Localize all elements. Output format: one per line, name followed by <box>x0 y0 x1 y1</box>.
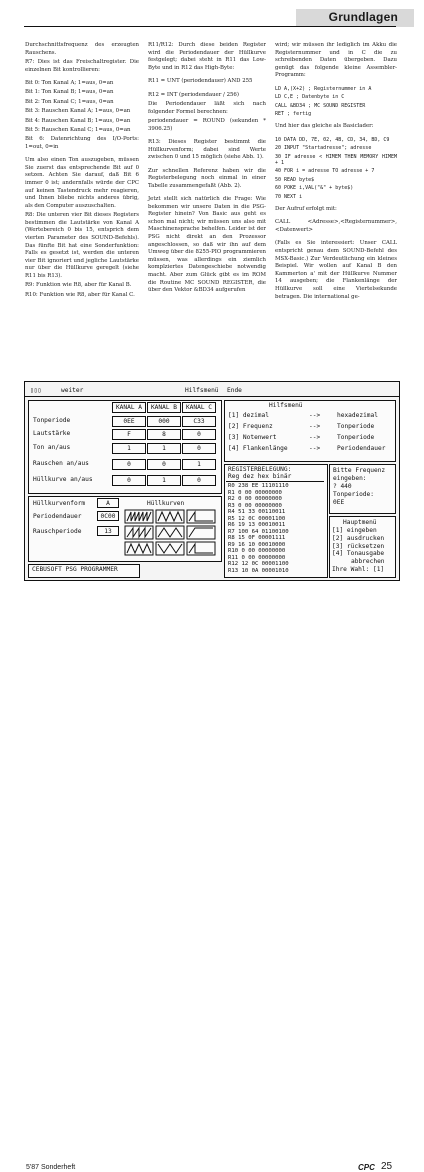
channel-value-cell[interactable]: 8 <box>147 429 181 440</box>
register-row: R1 0 00 00000000 <box>228 489 282 496</box>
main-menu-item[interactable]: [4] Tonausgabe <box>332 550 385 558</box>
header-rule <box>24 26 396 27</box>
paragraph: 40 FOR i = adresse TO adresse + 7 <box>275 168 375 175</box>
register-title: REGISTERBELEGUNG: <box>228 466 292 473</box>
channel-value-cell[interactable]: 0 <box>147 459 181 470</box>
channel-value-cell[interactable]: 0 <box>112 475 146 486</box>
paragraph: Bit 4: Rauschen Kanal B; 1=aus, 0=an <box>25 117 131 124</box>
prompt-line-1: Bitte Frequenz <box>333 467 386 474</box>
register-row: R6 19 13 00010011 <box>228 522 286 528</box>
main-menu-item[interactable]: [2] ausdrucken <box>332 534 385 542</box>
paragraph: 10 DATA DD, 7E, 02, 4B, CD, 34, BD, C9 <box>275 136 390 143</box>
help-menu-item-label: Periodendauer <box>337 445 386 452</box>
channel-value-cell[interactable]: 0 <box>112 459 146 470</box>
paragraph: Zur schnellen Referenz haben wir die Registerbelegung noch einmal in einer Tabelle zusammengefaßt (Abb. 2). <box>148 167 266 189</box>
main-menu-title: Hauptmenü <box>343 519 377 526</box>
menu-glyph-icon: ▯▯▯ <box>30 387 42 394</box>
paragraph: R13: Dieses Register bestimmt die Hüllkurvenform; dabei sind Werte zwischen 0 und 15 möglich (siehe Abb. 1). <box>148 138 266 161</box>
channel-value-cell[interactable]: 0 <box>182 429 216 440</box>
envelope-period-field[interactable]: 0C00 <box>97 511 119 521</box>
help-menu-item-key[interactable]: [2] Frequenz <box>228 423 273 430</box>
paragraph: periodendauer = ROUND (sekunden * 3906.25) <box>148 117 266 132</box>
paragraph: CALL &BD34 ; MC SOUND REGISTER <box>275 102 366 109</box>
menubar-item-weiter[interactable]: weiter <box>61 387 84 394</box>
channel-row-label: Rauschen an/aus <box>33 460 89 467</box>
page-number: 25 <box>381 1161 393 1172</box>
prompt-line-5: 0EE <box>333 499 345 506</box>
channel-value-cell[interactable]: F <box>112 429 146 440</box>
paragraph: Um also einen Ton auszugeben, müssen Sie zuerst das entsprechende Bit auf 0 setzen. Achten Sie darauf, daß Bit 6 immer 0 ist; andernfalls würde der CPC auf keinen Tastendruck mehr reagieren, und Ihnen bliebe nichts anderes übrig, als den Computer auszuschalten. <box>25 157 139 209</box>
help-menu-item-label: Tonperiode <box>337 423 375 430</box>
envelope-shapes-title: Hüllkurven <box>147 500 185 507</box>
paragraph: CALL <Adresse>,<Registernummer>,<Datenwert> <box>275 219 397 234</box>
paragraph: Und hier das gleiche als Basiclader: <box>275 123 374 130</box>
register-row: R10 0 00 00000000 <box>228 548 286 554</box>
channel-row-label: Lautstärke <box>33 430 71 437</box>
help-menu-item-label: Tonperiode <box>337 434 375 441</box>
register-row: R9 16 10 00010000 <box>228 541 286 548</box>
help-menu-item-arrow: --> <box>309 412 321 419</box>
menubar-item-ende[interactable]: Ende <box>227 387 242 394</box>
register-row: R0 238 EE 11101110 <box>228 483 289 489</box>
paragraph: (Falls es Sie interessiert: Unser CALL entspricht genau dem SOUND-Befehl des MSX-Basic.) Zur Verdeutlichung ein kleines Beispiel. Wir wollen auf Kanal B den Kammerton a' mit der Hüllkurve Nummer 14 ausgeben; die Flankenlänge der Hüllkurve soll eine Viertelsekunde betragen. Die international ge- <box>275 240 397 300</box>
section-title: Grundlagen <box>328 10 398 24</box>
register-row: R2 0 00 00000000 <box>228 496 282 502</box>
paragraph: R11 = UNT (periodendauer) AND 255 <box>148 78 253 85</box>
register-header-divider <box>226 481 324 482</box>
paragraph: Der Aufruf erfolgt mit: <box>275 206 337 213</box>
menubar-item-datei[interactable] <box>30 387 41 394</box>
channel-value-cell[interactable]: 0 <box>182 475 216 486</box>
channel-value-cell[interactable]: 1 <box>147 475 181 486</box>
channel-header-b: KANAL B <box>147 402 181 413</box>
page-header <box>0 0 424 26</box>
text-column-2 <box>148 42 266 297</box>
envelope-form-label: Hüllkurvenform <box>33 500 86 507</box>
main-menu-item[interactable]: Ihre Wahl: [1] <box>332 566 385 573</box>
psg-programmer-screenshot <box>24 381 400 581</box>
channel-row-label: Hüllkurve an/aus <box>33 476 93 483</box>
paragraph: Bit 0: Ton Kanal A; 1=aus, 0=an <box>25 79 114 86</box>
menubar-divider <box>25 396 399 397</box>
help-menu-item-arrow: --> <box>309 445 321 452</box>
envelope-period-label: Periodendauer <box>33 513 82 520</box>
register-row: R8 15 0F 00001111 <box>228 535 286 541</box>
paragraph: LD C,E ; Datenbyte in C <box>275 94 345 101</box>
envelope-shape-icons <box>123 506 217 556</box>
register-row: R11 0 00 00000000 <box>228 554 286 561</box>
page-footer <box>0 580 424 1172</box>
channel-value-cell[interactable]: 0EE <box>112 416 146 427</box>
paragraph: 60 POKE i,VAL("&" + byte$) <box>275 185 354 192</box>
channel-row-label: Ton an/aus <box>33 444 71 451</box>
paragraph: RET ; fertig <box>275 110 312 117</box>
text-column-3 <box>275 42 397 303</box>
paragraph: Bit 5: Rauschen Kanal C; 1=aus, 0=an <box>25 126 131 133</box>
help-menu-title: Hilfsmenü <box>269 402 303 409</box>
help-menu <box>224 400 396 462</box>
envelope-form-field[interactable]: A <box>97 498 119 508</box>
paragraph: Jetzt stellt sich natürlich die Frage: Wie bekommen wir unsere Daten in die PSG-Register hinein? Von Basic aus geht es schon mal nicht; wir müssen uns also mit Maschinensprache behelfen. Leider ist der PSG nicht direkt an den Prozessor angeschlossen, so daß wir ihn auf dem Umweg über die 8255-PIO programmieren müssen, was allerdings ein ziemlich komplziertes Datengeschiebe notwendig macht. Aber zum Glück gibt es im ROM die Routine MC SOUND REGISTER, die über den Vektor &BD34 aufgerufen <box>148 196 266 294</box>
paragraph: Bit 1: Ton Kanal B; 1=aus, 0=an <box>25 89 114 96</box>
paragraph: LD A,(X+2) ; Registernummer in A <box>275 85 372 92</box>
paragraph: Bit 6: Datenrichtung des I/O-Ports: 1=out, 0=in <box>25 136 139 150</box>
register-row: R5 12 0C 00001100 <box>228 515 286 522</box>
paragraph: Durchschnittsfrequenz des erzeugten Rauschens. <box>25 42 139 56</box>
paragraph: 20 INPUT "Startadresse"; adresse <box>275 145 372 152</box>
channel-value-cell[interactable]: 0 <box>182 443 216 454</box>
main-menu-item[interactable]: abbrechen <box>351 558 385 566</box>
channel-value-cell[interactable]: 000 <box>147 416 181 427</box>
channel-header-a: KANAL A <box>112 402 146 413</box>
paragraph: R7: Dies ist das Freischaltregister. Die einzelnen Bit kontrollieren: <box>25 58 139 73</box>
text-column-1 <box>25 42 139 301</box>
paragraph: Bit 2: Ton Kanal C; 1=aus, 0=an <box>25 98 114 105</box>
issue-label: 5'87 Sonderheft <box>26 1164 76 1171</box>
prompt-line-2: eingeben: <box>333 475 367 482</box>
noise-period-label: Rauschperiode <box>33 528 82 535</box>
register-row: R7 100 64 01100100 <box>228 528 289 535</box>
channel-value-cell[interactable]: C33 <box>182 416 216 427</box>
envelope-shapes <box>123 506 217 556</box>
channel-value-cell[interactable]: 1 <box>147 443 181 454</box>
help-menu-item-arrow: --> <box>309 423 321 430</box>
paragraph: 70 NEXT i <box>275 193 303 200</box>
paragraph: R11/R12: Durch diese beiden Register wird die Periodendauer der Hüllkurve festgelegt; dabei steht in R11 das Low-Byte und in R12 das High-Byte: <box>148 42 266 71</box>
main-menu-item[interactable]: [1] eingeben <box>332 527 377 534</box>
brand-label: CEBUSOFT PSG PROGRAMMER <box>32 566 118 573</box>
paragraph: R9: Funktion wie R8, aber für Kanal B. <box>25 282 132 289</box>
channel-header-c: KANAL C <box>182 402 216 413</box>
register-header: Reg dez hex binär <box>228 473 292 480</box>
register-row: R3 0 00 00000000 <box>228 502 282 509</box>
magazine-logo: CPC <box>358 1163 375 1172</box>
paragraph: R10: Funktion wie R8, aber für Kanal C. <box>25 291 135 298</box>
register-row: R4 51 33 00110011 <box>228 509 286 515</box>
frequency-input[interactable]: ? 440 <box>333 483 352 490</box>
register-row: R12 12 0C 00001100 <box>228 561 289 567</box>
noise-period-field[interactable]: 13 <box>97 526 119 536</box>
help-menu-item-label: hexadezimal <box>337 412 378 419</box>
paragraph: Die Periodendauer läßt sich nach folgender Formel berechnen: <box>148 100 266 115</box>
paragraph: 50 READ byte$ <box>275 176 315 183</box>
help-menu-item-key[interactable]: [4] Flankenlänge <box>228 445 288 452</box>
paragraph: wird; wir müssen ihr lediglich im Akku die Registernummer und in C die zu schreibenden Daten übergeben. Dazu genügt das folgende kleine Assembler-Programm: <box>275 42 397 79</box>
menubar-item-hilfsmenu[interactable]: Hilfsmenü <box>185 387 219 394</box>
channel-value-cell[interactable]: 1 <box>182 459 216 470</box>
channel-value-cell[interactable]: 1 <box>112 443 146 454</box>
main-menu-item[interactable]: [3] rücksetzen <box>332 542 385 550</box>
paragraph: Bit 3: Rauschen Kanal A; 1=aus, 0=an <box>25 108 131 115</box>
help-menu-item-key[interactable]: [1] dezimal <box>228 412 269 419</box>
paragraph: R8: Die unteren vier Bit dieses Registers bestimmen die Lautstärke von Kanal A (Wertebereich 0 bis 15, entsprich dem vierten Parameter des SOUND-Befehls). Das fünfte Bit hat eine Sonderfunktion: Falls es gesetzt ist, werden die unteren vier Bit ignoriert und jegliche Lautstärke nur über die Hüllkurve geregelt (siehe R11 bis R13). <box>25 212 139 279</box>
paragraph: 30 IF adresse < HIMEM THEN MEMORY HIMEM + 1 <box>275 153 397 167</box>
register-row: R13 10 0A 00001010 <box>228 567 289 574</box>
paragraph: R12 = INT (periodendauer / 256) <box>148 91 239 98</box>
prompt-line-4: Tonperiode: <box>333 491 374 498</box>
channel-row-label: Tonperiode <box>33 417 71 424</box>
help-menu-item-key[interactable]: [3] Notenwert <box>228 434 277 441</box>
help-menu-item-arrow: --> <box>309 434 321 441</box>
